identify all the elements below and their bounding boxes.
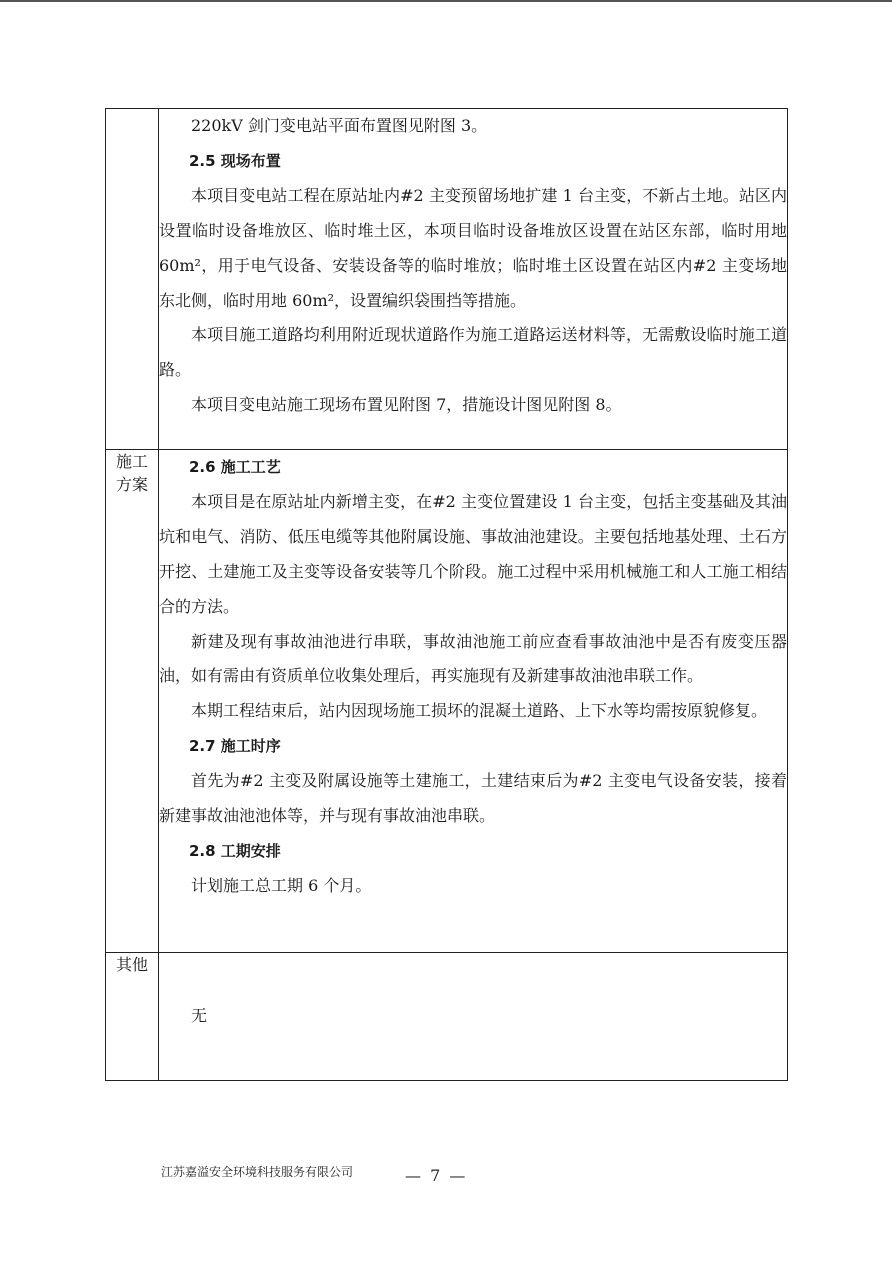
row-label-empty bbox=[106, 109, 159, 450]
paragraph-construction-process: 本项目是在原站址内新增主变，在#2 主变位置建设 1 台主变，包括主变基础及其油坑和电气、消防、低压电缆等其他附属设施、事故油池建设。主要包括地基处理、土石方开挖、土建施工及主变等设备安装等几个阶段。施工过程中采用机械施工和人工施工相结合的方法。 bbox=[159, 491, 787, 616]
construction-plan-content bbox=[159, 450, 788, 953]
page-top-border bbox=[0, 0, 892, 2]
paragraph-site-layout-ref: 本项目变电站施工现场布置见附图 7，措施设计图见附图 8。 bbox=[191, 395, 622, 415]
paragraph-construction-roads: 本项目施工道路均利用附近现状道路作为施工道路运送材料等，无需敷设临时施工道路。 bbox=[159, 325, 787, 380]
report-table bbox=[105, 108, 788, 1081]
table-row-other bbox=[106, 953, 788, 1081]
row-label-text: 施工方案 bbox=[115, 452, 148, 494]
paragraph-other-none: 无 bbox=[191, 1006, 208, 1026]
page-number: — 7 — bbox=[405, 1166, 468, 1185]
paragraph-oil-pit-series: 新建及现有事故油池进行串联，事故油池施工前应查看事故油池中是否有废变压器油，如有需由有资质单位收集处理后，再实施现有及新建事故油池串联工作。 bbox=[159, 631, 787, 686]
table-row-construction-plan bbox=[106, 450, 788, 953]
table-row-site-layout bbox=[106, 109, 788, 450]
paragraph-restoration: 本期工程结束后，站内因现场施工损坏的混凝土道路、上下水等均需按原貌修复。 bbox=[191, 701, 768, 721]
site-layout-content bbox=[159, 109, 788, 450]
paragraph-construction-sequence: 首先为#2 主变及附属设施等土建施工，土建结束后为#2 主变电气设备安装，接着新建事故油池池体等，并与现有事故油池串联。 bbox=[159, 771, 787, 826]
section-heading-2-8: 2.8 工期安排 bbox=[189, 841, 281, 860]
paragraph-plan-layout-ref: 220kV 剑门变电站平面布置图见附图 3。 bbox=[191, 116, 488, 135]
section-heading-2-6: 2.6 施工工艺 bbox=[189, 458, 281, 476]
paragraph-site-arrangement: 本项目变电站工程在原站址内#2 主变预留场地扩建 1 台主变，不新占土地。站区内设置临时设备堆放区、临时堆土区，本项目临时设备堆放区设置在站区东部，临时用地 60m²，用于电气设备、安装设备等的临时堆放；临时堆土区设置在站区内#2 主变场地东北侧，临时用地 60m²，设置编织袋围挡等措施。 bbox=[159, 185, 787, 310]
section-heading-2-7: 2.7 施工时序 bbox=[189, 737, 281, 756]
row-label-other: 其他 bbox=[106, 953, 159, 1081]
paragraph-schedule: 计划施工总工期 6 个月。 bbox=[191, 875, 372, 895]
row-label-construction-plan bbox=[106, 450, 159, 953]
section-heading-2-5: 2.5 现场布置 bbox=[189, 151, 281, 170]
other-content bbox=[159, 953, 788, 1081]
footer-company-name: 江苏嘉溢安全环境科技服务有限公司 bbox=[161, 1165, 354, 1179]
